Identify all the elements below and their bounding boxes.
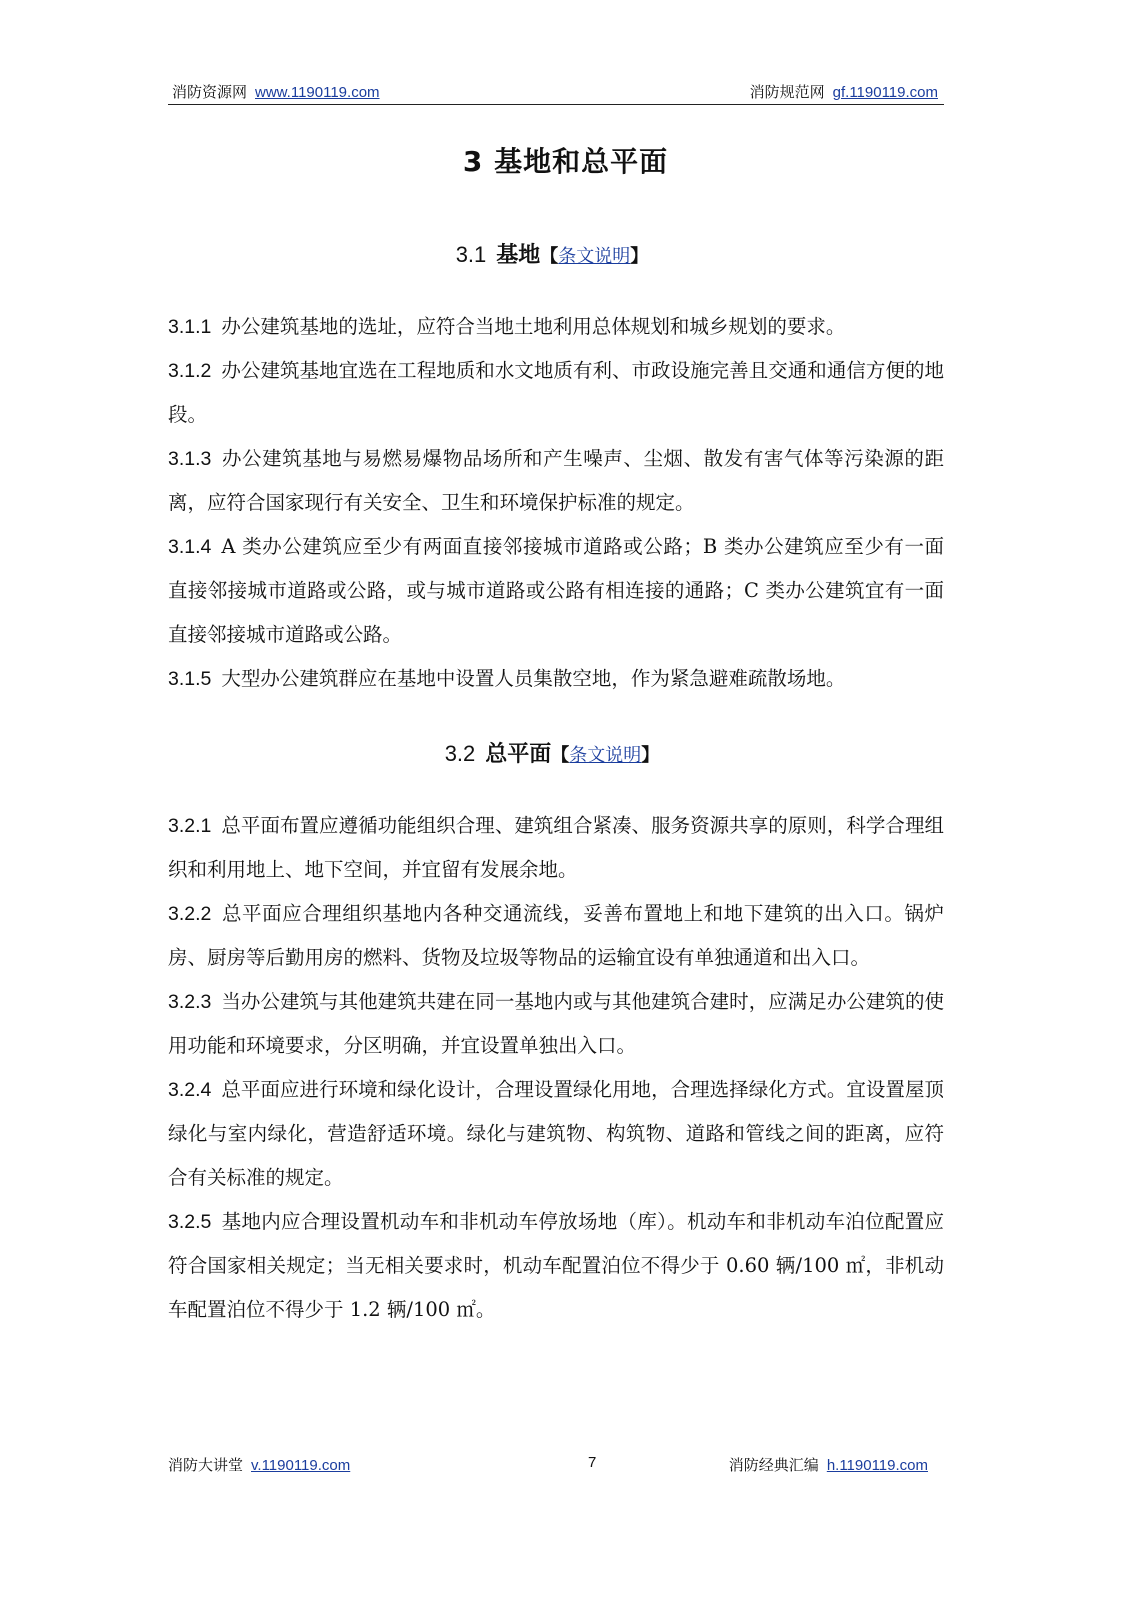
section-title: 基地 bbox=[496, 243, 541, 268]
clause-text: A 类办公建筑应至少有两面直接邻接城市道路或公路；B 类办公建筑应至少有一面直接邻接城市道路或公路，或与城市道路或公路有相连接的通路；C 类办公建筑宜有一面直接邻接城市道路或公路。 bbox=[168, 535, 944, 646]
header-right-link[interactable]: gf.1190119.com bbox=[832, 84, 938, 101]
bracket-open: 【 bbox=[540, 246, 559, 267]
clause-3-1-4 bbox=[168, 525, 944, 657]
clause-note-link[interactable]: 条文说明 bbox=[558, 246, 631, 267]
bracket-close: 】 bbox=[641, 745, 660, 766]
bracket-open: 【 bbox=[551, 745, 570, 766]
clause-text: 办公建筑基地的选址，应符合当地土地利用总体规划和城乡规划的要求。 bbox=[221, 315, 846, 338]
clause-number: 3.1.5 bbox=[168, 668, 212, 690]
bracket-close: 】 bbox=[630, 246, 649, 267]
clause-text: 总平面应合理组织基地内各种交通流线，妥善布置地上和地下建筑的出入口。锅炉房、厨房等后勤用房的燃料、货物及垃圾等物品的运输宜设有单独通道和出入口。 bbox=[168, 902, 944, 969]
clause-number: 3.1.3 bbox=[168, 448, 212, 470]
clause-text: 基地内应合理设置机动车和非机动车停放场地（库）。机动车和非机动车泊位配置应符合国家相关规定；当无相关要求时，机动车配置泊位不得少于 0.60 辆/100 ㎡，非机动车配置泊位不得少于 1.2 辆/100 ㎡。 bbox=[168, 1210, 944, 1321]
header-left-label: 消防资源网 bbox=[172, 83, 248, 101]
section-3-2-body bbox=[168, 804, 944, 1332]
section-title: 总平面 bbox=[485, 742, 552, 767]
header-right bbox=[750, 81, 938, 102]
section-3-1-body bbox=[168, 305, 944, 701]
clause-number: 3.1.2 bbox=[168, 360, 212, 382]
clause-number: 3.1.4 bbox=[168, 536, 212, 558]
header-right-label: 消防规范网 bbox=[749, 83, 825, 101]
clause-text: 办公建筑基地宜选在工程地质和水文地质有利、市政设施完善且交通和通信方便的地段。 bbox=[168, 359, 944, 426]
clause-3-1-1 bbox=[168, 305, 944, 349]
clause-number: 3.1.1 bbox=[168, 316, 212, 338]
clause-text: 当办公建筑与其他建筑共建在同一基地内或与其他建筑合建时，应满足办公建筑的使用功能和环境要求，分区明确，并宜设置单独出入口。 bbox=[168, 990, 944, 1057]
clause-note-link[interactable]: 条文说明 bbox=[569, 745, 642, 766]
page-footer bbox=[168, 1454, 944, 1478]
clause-3-2-3 bbox=[168, 980, 944, 1068]
clause-text: 大型办公建筑群应在基地中设置人员集散空地，作为紧急避难疏散场地。 bbox=[221, 667, 846, 690]
clause-3-2-4 bbox=[168, 1068, 944, 1200]
footer-left bbox=[168, 1454, 350, 1475]
clause-3-2-2 bbox=[168, 892, 944, 980]
clause-number: 3.2.4 bbox=[168, 1079, 212, 1101]
clause-3-2-5 bbox=[168, 1200, 944, 1332]
footer-left-link[interactable]: v.1190119.com bbox=[251, 1457, 351, 1474]
clause-number: 3.2.1 bbox=[168, 815, 212, 837]
footer-right-link[interactable]: h.1190119.com bbox=[826, 1457, 928, 1474]
header-left bbox=[172, 81, 380, 102]
section-heading-3-1 bbox=[0, 238, 1104, 269]
clause-number: 3.2.2 bbox=[168, 903, 212, 925]
clause-3-1-3 bbox=[168, 437, 944, 525]
page-header bbox=[168, 80, 944, 105]
header-left-link[interactable]: www.1190119.com bbox=[255, 84, 380, 101]
clause-3-2-1 bbox=[168, 804, 944, 892]
clause-number: 3.2.3 bbox=[168, 991, 212, 1013]
clause-3-1-2 bbox=[168, 349, 944, 437]
clause-3-1-5 bbox=[168, 657, 944, 701]
clause-text: 总平面布置应遵循功能组织合理、建筑组合紧凑、服务资源共享的原则，科学合理组织和利用地上、地下空间，并宜留有发展余地。 bbox=[168, 814, 944, 881]
section-number: 3.2 bbox=[444, 741, 476, 766]
footer-left-label: 消防大讲堂 bbox=[168, 1456, 244, 1474]
page-number: 7 bbox=[588, 1454, 597, 1471]
clause-text: 总平面应进行环境和绿化设计，合理设置绿化用地，合理选择绿化方式。宜设置屋顶绿化与室内绿化，营造舒适环境。绿化与建筑物、构筑物、道路和管线之间的距离，应符合有关标准的规定。 bbox=[168, 1078, 944, 1189]
clause-number: 3.2.5 bbox=[168, 1211, 212, 1233]
clause-text: 办公建筑基地与易燃易爆物品场所和产生噪声、尘烟、散发有害气体等污染源的距离，应符合国家现行有关安全、卫生和环境保护标准的规定。 bbox=[168, 447, 944, 514]
chapter-title: 3 基地和总平面 bbox=[462, 145, 669, 178]
section-heading-3-2 bbox=[0, 737, 1104, 768]
footer-right bbox=[729, 1454, 928, 1475]
footer-right-label: 消防经典汇编 bbox=[728, 1456, 819, 1474]
section-number: 3.1 bbox=[455, 242, 487, 267]
